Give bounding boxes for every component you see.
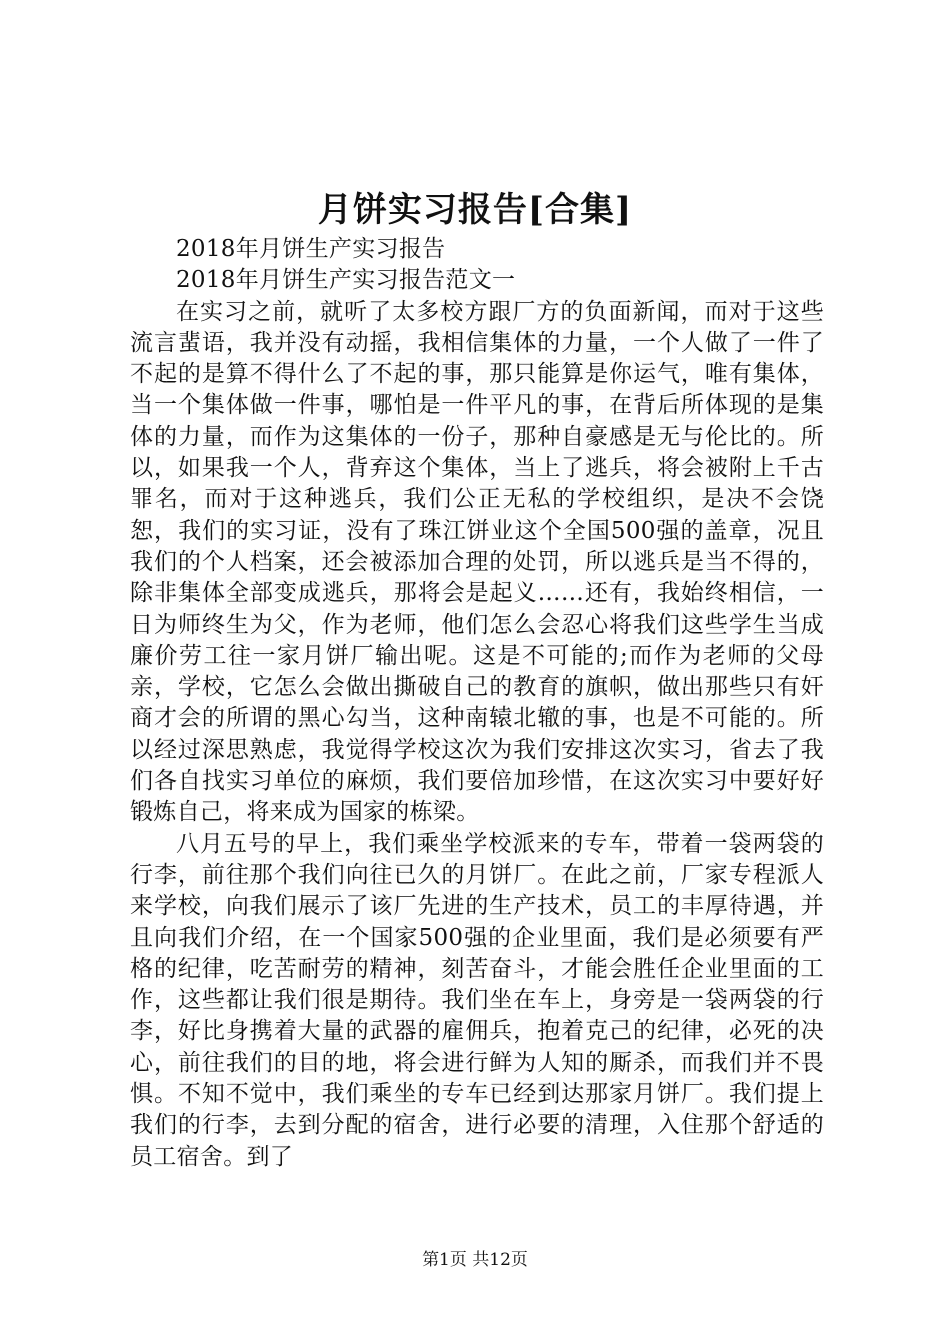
page-footer: 第1页 共12页 xyxy=(422,1250,528,1270)
document-body xyxy=(130,234,824,1173)
subtitle-line: 2018年月饼生产实习报告 xyxy=(176,236,446,262)
subtitle-line: 2018年月饼生产实习报告范文一 xyxy=(176,267,516,294)
body-paragraph: 八月五号的早上，我们乘坐学校派来的专车，带着一袋两袋的行李，前往那个我们向往已久的月饼厂。在此之前，厂家专程派人来学校，向我们展示了该厂先进的生产技术，员工的丰厚待遇，并且向我们介绍，在一个国家500强的企业里面，我们是必须要有严格的纪律，吃苦耐劳的精神，刻苦奋斗，才能会胜任企业里面的工作，这些都让我们很是期待。我们坐在车上，身旁是一袋两袋的行李，好比身携着大量的武器的雇佣兵，抱着克己的纪律，必死的决心，前往我们的目的地，将会进行鲜为人知的厮杀，而我们并不畏惧。不知不觉中，我们乘坐的专车已经到达那家月饼厂。我们提上我们的行李，去到分配的宿舍，进行必要的清理，入住那个舒适的员工宿舍。到了 xyxy=(130,830,824,1170)
body-paragraph: 在实习之前，就听了太多校方跟厂方的负面新闻，而对于这些流言蜚语，我并没有动摇，我相信集体的力量，一个人做了一件了不起的是算不得什么了不起的事，那只能算是你运气，唯有集体，当一个集体做一件事，哪怕是一件平凡的事，在背后所体现的是集体的力量，而作为这集体的一份子，那种自豪感是无与伦比的。所以，如果我一个人，背弃这个集体，当上了逃兵，将会被附上千古罪名，而对于这种逃兵，我们公正无私的学校组织，是决不会饶恕，我们的实习证，没有了珠江饼业这个全国500强的盖章，况且我们的个人档案，还会被添加合理的处罚，所以逃兵是当不得的，除非集体全部变成逃兵，那将会是起义……还有，我始终相信，一日为师终生为父，作为老师，他们怎么会忍心将我们这些学生当成廉价劳工往一家月饼厂输出呢。这是不可能的;而作为老师的父母亲，学校，它怎么会做出撕破自己的教育的旗帜，做出那些只有奸商才会的所谓的黑心勾当，这种南辕北辙的事，也是不可能的。所以经过深思熟虑，我觉得学校这次为我们安排这次实习，省去了我们各自找实习单位的麻烦，我们要倍加珍惜，在这次实习中要好好锻炼自己，将来成为国家的栋梁。 xyxy=(130,298,824,826)
document-title: 月饼实习报告[合集] xyxy=(317,190,633,230)
